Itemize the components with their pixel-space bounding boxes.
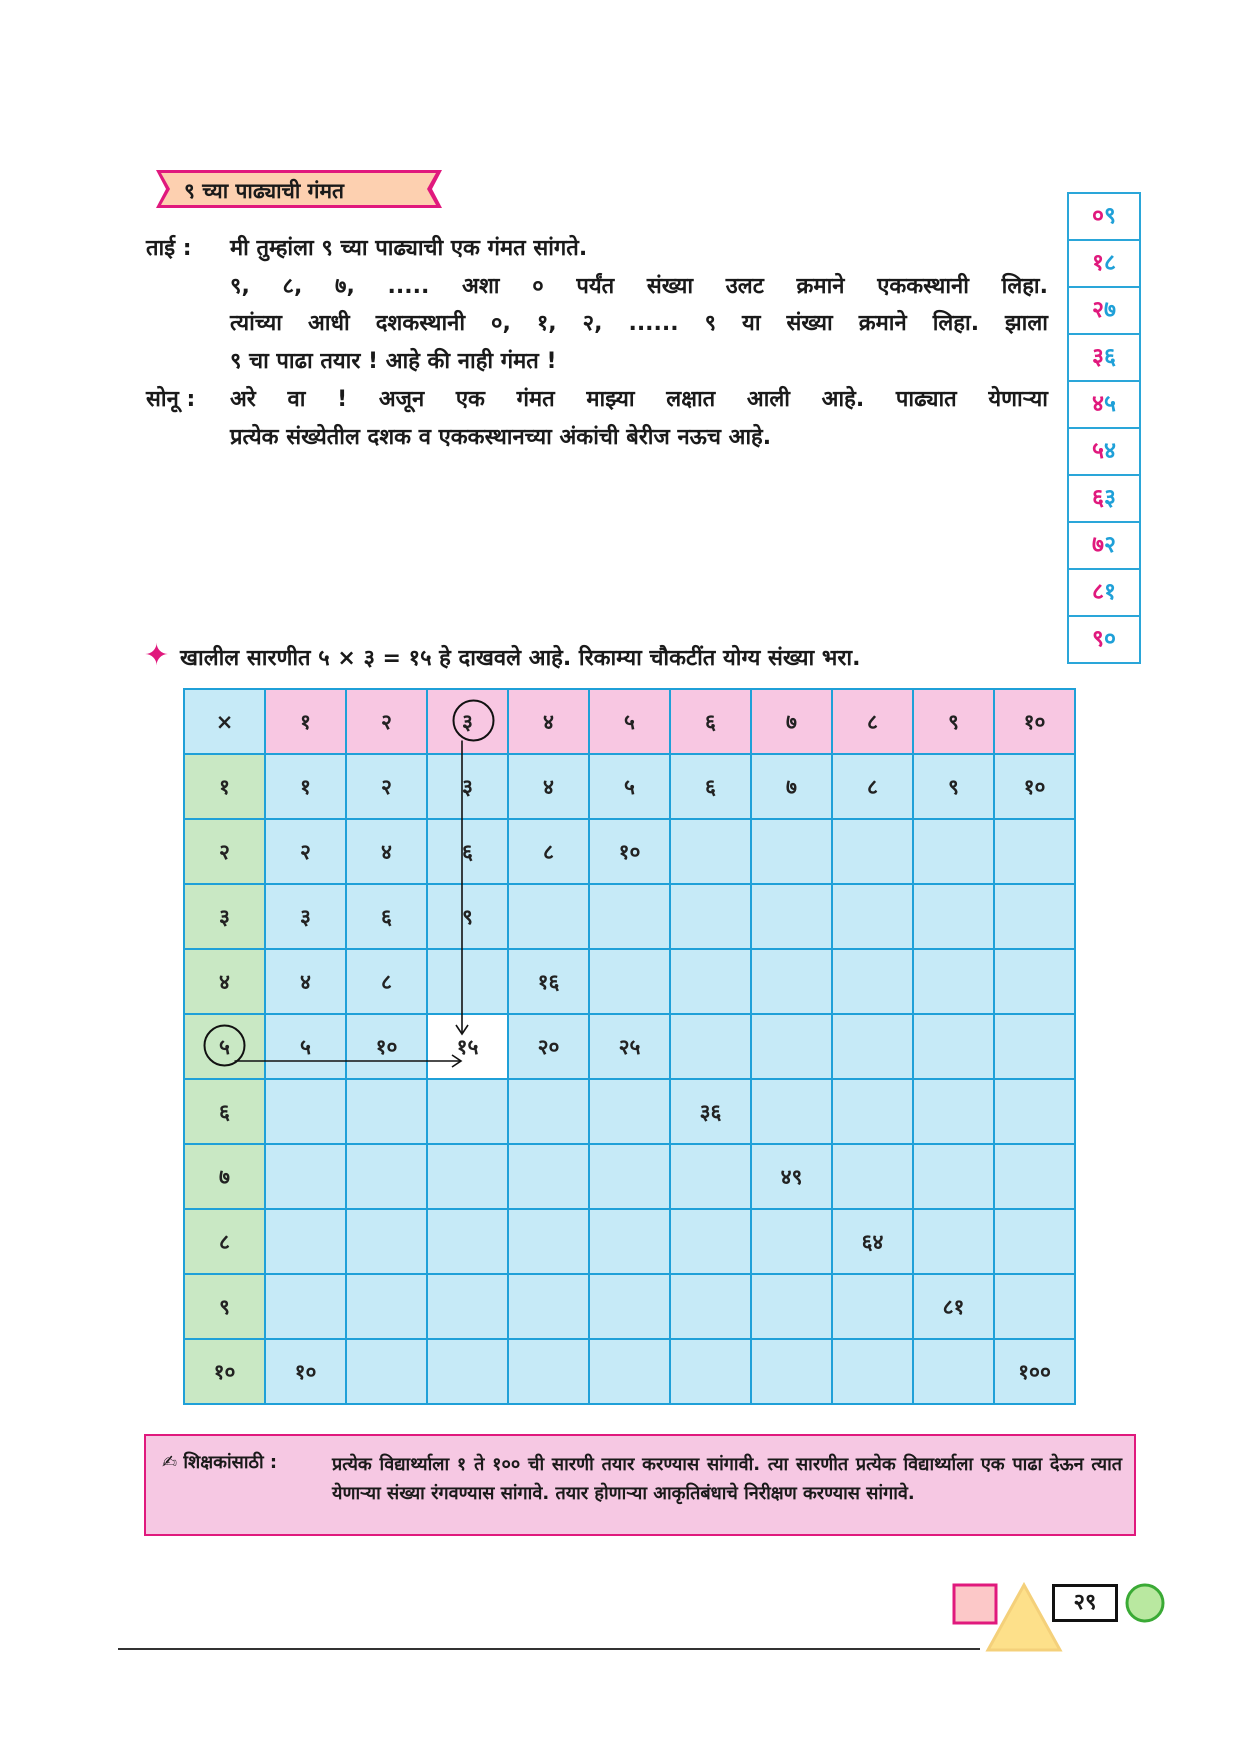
star-icon: ✦ [144,638,170,673]
column-header-cell: ९ [913,689,994,754]
empty-answer-cell[interactable] [265,1144,346,1209]
column-header-cell: ५ [589,689,670,754]
dialogue-line: प्रत्येक संख्येतील दशक व एककस्थानच्या अंकांची बेरीज नऊच आहे. [230,425,772,450]
row-header-cell: ६ [184,1079,265,1144]
instruction-text: खालील सारणीत ५ × ३ = १५ हे दाखवले आहे. रिकाम्या चौकटींत योग्य संख्या भरा. [180,646,861,671]
product-cell: ३६ [670,1079,751,1144]
product-cell: ४९ [751,1144,832,1209]
empty-answer-cell[interactable] [832,884,913,949]
tens-digit: ४ [1092,391,1104,417]
empty-answer-cell[interactable] [508,1079,589,1144]
empty-answer-cell[interactable] [994,949,1075,1014]
tens-digit: ० [1092,203,1104,229]
empty-answer-cell[interactable] [994,819,1075,884]
table-row [184,1144,1075,1209]
product-cell: ९ [427,884,508,949]
product-cell: १ [265,754,346,819]
empty-answer-cell[interactable] [427,1209,508,1274]
row-header-cell: १ [184,754,265,819]
empty-answer-cell[interactable] [832,1144,913,1209]
column-header-cell: ६ [670,689,751,754]
empty-answer-cell[interactable] [427,1274,508,1339]
nine-table-row [1069,476,1139,523]
product-cell: २ [265,819,346,884]
empty-answer-cell[interactable] [589,1079,670,1144]
empty-answer-cell[interactable] [913,1014,994,1079]
product-cell: ६ [427,819,508,884]
product-cell: ९ [913,754,994,819]
product-cell: १० [589,819,670,884]
product-cell: ५ [265,1014,346,1079]
empty-answer-cell[interactable] [670,1144,751,1209]
row-header-cell: ४ [184,949,265,1014]
tens-digit: ६ [1092,485,1104,511]
empty-answer-cell[interactable] [994,1079,1075,1144]
product-cell: १० [265,1339,346,1404]
product-cell: ७ [751,754,832,819]
empty-answer-cell[interactable] [589,1274,670,1339]
table-row [184,754,1075,819]
empty-answer-cell[interactable] [913,949,994,1014]
product-cell: ६ [670,754,751,819]
row-header-cell: ५ [184,1014,265,1079]
empty-answer-cell[interactable] [832,819,913,884]
column-header-cell: १० [994,689,1075,754]
speaker-tai: ताई : [146,236,192,261]
empty-answer-cell[interactable] [913,1209,994,1274]
teacher-note-label: शिक्षकांसाठी : [183,1452,278,1473]
empty-answer-cell[interactable] [670,884,751,949]
ones-digit: २ [1104,532,1116,558]
row-header-cell: ८ [184,1209,265,1274]
dialogue-line: ९ चा पाढा तयार ! आहे की नाही गंमत ! [230,349,557,374]
product-cell: ३ [427,754,508,819]
nine-times-table [1067,192,1141,664]
empty-answer-cell[interactable] [265,1209,346,1274]
ones-digit: ९ [1104,203,1116,229]
product-cell: ४ [508,754,589,819]
row-header-cell: ७ [184,1144,265,1209]
empty-answer-cell[interactable] [751,1079,832,1144]
empty-answer-cell[interactable] [346,1339,427,1404]
empty-answer-cell[interactable] [670,1209,751,1274]
product-cell: २५ [589,1014,670,1079]
table-row [184,1209,1075,1274]
square-shape [954,1585,996,1623]
empty-answer-cell[interactable] [508,1339,589,1404]
nine-table-row [1069,429,1139,476]
empty-answer-cell[interactable] [670,819,751,884]
empty-answer-cell[interactable] [751,1014,832,1079]
ones-digit: ५ [1104,391,1116,417]
column-header-cell: २ [346,689,427,754]
dialogue-line: त्यांच्या आधी दशकस्थानी ०, १, २, ...... ९ या संख्या क्रमाने लिहा. झाला [230,311,1048,336]
empty-answer-cell[interactable] [832,1079,913,1144]
page-number: २९ [1052,1584,1118,1622]
table-row [184,819,1075,884]
empty-answer-cell[interactable] [670,1014,751,1079]
tens-digit: ३ [1092,344,1104,370]
product-cell: १० [994,754,1075,819]
table-header-row [184,689,1075,754]
product-cell: ६ [346,884,427,949]
empty-answer-cell[interactable] [832,1014,913,1079]
product-cell: २ [346,754,427,819]
table-row [184,949,1075,1014]
nine-table-row [1069,617,1139,664]
tens-digit: ८ [1092,579,1104,605]
empty-answer-cell[interactable] [346,1144,427,1209]
table-row [184,1014,1075,1079]
empty-answer-cell[interactable] [508,884,589,949]
section-title-banner [152,168,446,210]
teacher-note-label-wrap [162,1450,277,1474]
empty-answer-cell[interactable] [994,1014,1075,1079]
multiplication-table [183,688,1076,1405]
times-sign-cell: × [184,689,265,754]
empty-answer-cell[interactable] [427,949,508,1014]
product-cell: ८ [346,949,427,1014]
row-header-cell: ९ [184,1274,265,1339]
empty-answer-cell[interactable] [994,1274,1075,1339]
empty-answer-cell[interactable] [913,819,994,884]
empty-answer-cell[interactable] [913,1079,994,1144]
empty-answer-cell[interactable] [994,884,1075,949]
empty-answer-cell[interactable] [427,1144,508,1209]
nine-table-row [1069,241,1139,288]
column-header-cell: ३ [427,689,508,754]
empty-answer-cell[interactable] [670,1274,751,1339]
table-row [184,884,1075,949]
empty-answer-cell[interactable] [508,1209,589,1274]
ones-digit: ४ [1104,438,1116,464]
column-header-cell: ४ [508,689,589,754]
ones-digit: १ [1104,579,1116,605]
speaker-sonu: सोनू : [146,387,196,412]
nine-table-row [1069,335,1139,382]
product-cell: १५ [427,1014,508,1079]
product-cell: १० [346,1014,427,1079]
product-cell: ४ [265,949,346,1014]
product-cell: ४ [346,819,427,884]
tens-digit: ७ [1092,532,1104,558]
teacher-note-box [144,1434,1136,1536]
empty-answer-cell[interactable] [427,1339,508,1404]
empty-answer-cell[interactable] [346,1079,427,1144]
row-header-cell: १० [184,1339,265,1404]
empty-answer-cell[interactable] [265,1274,346,1339]
empty-answer-cell[interactable] [265,1079,346,1144]
table-row [184,1079,1075,1144]
nine-table-row [1069,288,1139,335]
ones-digit: ६ [1104,344,1116,370]
product-cell: ३ [265,884,346,949]
ones-digit: ८ [1104,250,1116,276]
pencil-hand-icon: ✍ [162,1452,178,1473]
empty-answer-cell[interactable] [994,1144,1075,1209]
product-cell: १६ [508,949,589,1014]
dialogue-line: मी तुम्हांला ९ च्या पाढ्याची एक गंमत सांगते. [230,236,588,261]
empty-answer-cell[interactable] [670,1339,751,1404]
tens-digit: २ [1092,297,1104,323]
ones-digit: ३ [1104,485,1116,511]
empty-answer-cell[interactable] [913,1339,994,1404]
empty-answer-cell[interactable] [589,884,670,949]
empty-answer-cell[interactable] [508,1144,589,1209]
empty-answer-cell[interactable] [832,1339,913,1404]
empty-answer-cell[interactable] [994,1209,1075,1274]
empty-answer-cell[interactable] [427,1079,508,1144]
tens-digit: ५ [1092,438,1104,464]
triangle-shape [988,1585,1060,1650]
circle-shape [1127,1585,1163,1621]
product-cell: १०० [994,1339,1075,1404]
empty-answer-cell[interactable] [751,1209,832,1274]
nine-table-row [1069,194,1139,241]
empty-answer-cell[interactable] [751,1274,832,1339]
ones-digit: ७ [1104,297,1116,323]
nine-table-row [1069,382,1139,429]
empty-answer-cell[interactable] [589,1339,670,1404]
product-cell: २० [508,1014,589,1079]
tens-digit: १ [1092,250,1104,276]
column-header-cell: १ [265,689,346,754]
empty-answer-cell[interactable] [913,884,994,949]
empty-answer-cell[interactable] [589,1144,670,1209]
ones-digit: ० [1104,626,1116,652]
table-row [184,1274,1075,1339]
empty-answer-cell[interactable] [346,1274,427,1339]
section-title: ९ च्या पाढ्याची गंमत [184,179,344,203]
empty-answer-cell[interactable] [832,1274,913,1339]
product-cell: ६४ [832,1209,913,1274]
empty-answer-cell[interactable] [751,949,832,1014]
row-header-cell: २ [184,819,265,884]
empty-answer-cell[interactable] [589,1209,670,1274]
empty-answer-cell[interactable] [751,884,832,949]
tens-digit: ९ [1092,626,1104,652]
empty-answer-cell[interactable] [832,949,913,1014]
column-header-cell: ७ [751,689,832,754]
teacher-note-text: प्रत्येक विद्यार्थ्याला १ ते १०० ची सारणी तयार करण्यास सांगावी. त्या सारणीत प्रत्येक विद्यार्थ्याला एक पाढा देऊन त्यात येणाऱ्या संख्या रंगवण्यास सांगावे. तयार होणाऱ्या आकृतिबंधाचे निरीक्षण करण्यास सांगावे. [332,1454,1122,1504]
product-cell: ८ [508,819,589,884]
column-header-cell: ८ [832,689,913,754]
dialogue-line: ९, ८, ७, ..... अशा ० पर्यंत संख्या उलट क्रमाने एककस्थानी लिहा. [230,274,1048,299]
product-cell: ५ [589,754,670,819]
empty-answer-cell[interactable] [346,1209,427,1274]
product-cell: ८ [832,754,913,819]
empty-answer-cell[interactable] [913,1144,994,1209]
nine-table-row [1069,570,1139,617]
nine-table-row [1069,523,1139,570]
product-cell: ८१ [913,1274,994,1339]
empty-answer-cell[interactable] [751,819,832,884]
row-header-cell: ३ [184,884,265,949]
empty-answer-cell[interactable] [508,1274,589,1339]
empty-answer-cell[interactable] [751,1339,832,1404]
empty-answer-cell[interactable] [589,949,670,1014]
dialogue-line: अरे वा ! अजून एक गंमत माझ्या लक्षात आली आहे. पाढ्यात येणाऱ्या [230,387,1048,412]
empty-answer-cell[interactable] [670,949,751,1014]
table-row [184,1339,1075,1404]
